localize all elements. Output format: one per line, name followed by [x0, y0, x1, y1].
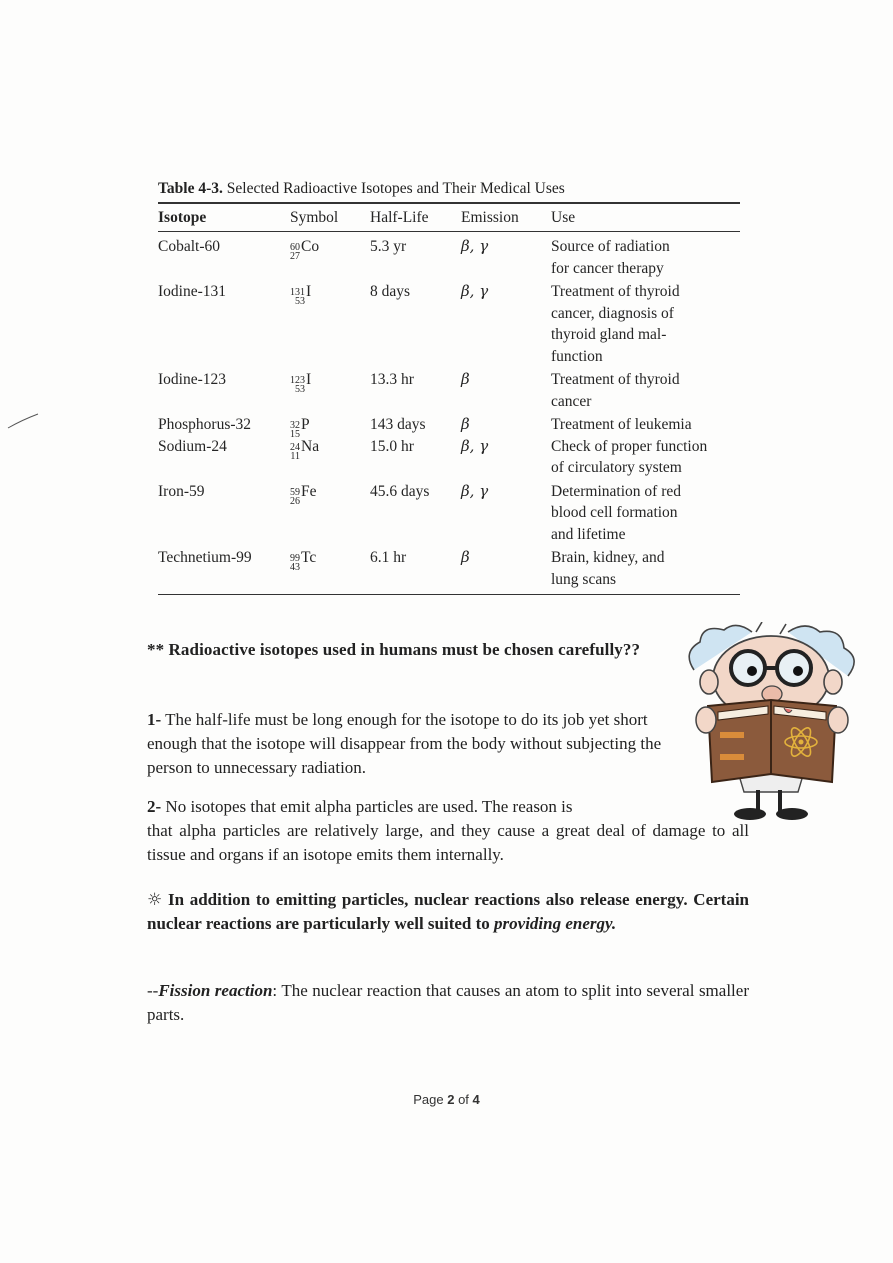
- use-line: lung scans: [551, 570, 617, 588]
- medical-use: [551, 369, 741, 412]
- medical-use: [551, 436, 741, 479]
- half-life: 6.1 hr: [370, 549, 407, 566]
- emission: β, γ: [461, 436, 489, 455]
- use-line: Check of proper function: [551, 437, 708, 455]
- isotope-name: Iron-59: [158, 482, 205, 500]
- use-line: and lifetime: [551, 525, 626, 543]
- mass-number: 123: [290, 375, 305, 386]
- use-line: thyroid gland mal-: [551, 326, 667, 343]
- table-caption-text: Selected Radioactive Isotopes and Their Medical Uses: [226, 180, 565, 197]
- use-line: Source of radiation: [551, 238, 670, 255]
- use-line: cancer: [551, 392, 592, 410]
- emission: β, γ: [461, 481, 489, 500]
- atomic-number: 43: [290, 562, 300, 573]
- element-symbol: P: [301, 416, 310, 433]
- isotopes-table: [158, 180, 740, 595]
- mass-number: 131: [290, 287, 305, 298]
- medical-use: [551, 547, 741, 590]
- isotope-name: Iodine-131: [158, 283, 227, 300]
- table-row: [158, 414, 740, 440]
- medical-use: [551, 481, 741, 546]
- isotope-name: Sodium-24: [158, 437, 227, 455]
- element-symbol: Tc: [301, 549, 317, 566]
- use-line: Treatment of leukemia: [551, 416, 692, 433]
- emission: β, γ: [461, 282, 489, 300]
- point-1: [147, 708, 672, 780]
- isotope-symbol: [290, 481, 365, 507]
- page-footer: [0, 1092, 893, 1107]
- use-line: blood cell formation: [551, 504, 678, 521]
- use-line: of circulatory system: [551, 459, 682, 476]
- element-symbol: Fe: [301, 482, 317, 500]
- point-2-line1: No isotopes that emit alpha particles are used. The reason is: [165, 797, 573, 816]
- scan-mark: [0, 400, 40, 440]
- use-line: Treatment of thyroid: [551, 283, 680, 300]
- isotope-symbol: [290, 436, 365, 462]
- fission-paragraph: [147, 979, 749, 1027]
- footer-current-page: 2: [447, 1092, 455, 1107]
- atomic-number: 27: [290, 251, 300, 262]
- footer-page-word: Page: [413, 1092, 444, 1107]
- isotope-symbol: [290, 369, 365, 395]
- header-half-life: Half-Life: [370, 209, 429, 226]
- point-2: [147, 795, 749, 867]
- atomic-number: 15: [290, 429, 300, 440]
- element-symbol: I: [306, 283, 312, 300]
- table-caption-label: Table 4-3.: [158, 180, 223, 197]
- point-1-text: The half-life must be long enough for the isotope to do its job yet short enough that the isotope will disappear from the body without subjecting the person to unnecessary radiation.: [147, 710, 662, 777]
- isotope-name: Phosphorus-32: [158, 416, 252, 433]
- question-heading: ** Radioactive isotopes used in humans must be chosen carefully??: [147, 640, 641, 659]
- element-symbol: I: [306, 371, 312, 388]
- half-life: 143 days: [370, 416, 426, 433]
- half-life: 45.6 days: [370, 482, 430, 500]
- table-row: [158, 547, 740, 590]
- header-use: Use: [551, 209, 576, 226]
- element-symbol: Na: [301, 437, 320, 455]
- fission-term: Fission reaction: [158, 981, 273, 1000]
- table-row: [158, 481, 740, 548]
- header-isotope: Isotope: [158, 209, 207, 226]
- table-body: [158, 232, 740, 590]
- isotope-name: Technetium-99: [158, 549, 252, 566]
- atomic-number: 11: [290, 450, 300, 462]
- energy-italic-end: providing energy.: [494, 914, 617, 933]
- mass-number: 99: [290, 553, 300, 564]
- header-symbol: Symbol: [290, 209, 339, 226]
- table-row: [158, 236, 740, 281]
- isotope-symbol: [290, 547, 365, 573]
- point-2-number: 2-: [147, 797, 162, 816]
- use-line: function: [551, 347, 603, 365]
- emission: β: [461, 548, 470, 566]
- energy-text: In addition to emitting particles, nuclear reactions also release energy. Certain nuclear reactions are particularly well suited to: [147, 890, 750, 933]
- half-life: 8 days: [370, 283, 411, 300]
- emission: β: [461, 370, 470, 388]
- professor-reading-book-illustration: [676, 622, 866, 822]
- mass-number: 60: [290, 242, 300, 253]
- medical-use: [551, 236, 741, 279]
- medical-use: [551, 414, 741, 436]
- use-line: Treatment of thyroid: [551, 371, 680, 388]
- header-emission: Emission: [461, 209, 519, 226]
- fission-definition: : The nuclear reaction that causes an atom to split into several smaller parts.: [147, 981, 749, 1024]
- isotope-symbol: [290, 236, 365, 262]
- energy-paragraph: [147, 888, 749, 936]
- element-symbol: Co: [301, 238, 320, 255]
- use-line: Brain, kidney, and: [551, 549, 665, 566]
- half-life: 15.0 hr: [370, 437, 414, 455]
- point-1-number: 1-: [147, 710, 162, 729]
- sun-icon: ☼: [147, 890, 163, 910]
- atomic-number: 53: [295, 384, 305, 395]
- medical-use: [551, 281, 741, 367]
- use-line: for cancer therapy: [551, 259, 664, 277]
- table-row: [158, 281, 740, 369]
- mass-number: 32: [290, 420, 300, 431]
- isotope-name: Iodine-123: [158, 371, 227, 388]
- atomic-number: 53: [295, 296, 305, 307]
- isotope-symbol: [290, 281, 365, 307]
- fission-prefix: --: [147, 981, 159, 1000]
- atomic-number: 26: [290, 495, 300, 507]
- mass-number: 59: [290, 486, 300, 498]
- isotope-name: Cobalt-60: [158, 238, 220, 255]
- table-row: [158, 436, 740, 481]
- table-bottom-rule: [158, 594, 740, 595]
- use-line: cancer, diagnosis of: [551, 304, 674, 322]
- use-line: Determination of red: [551, 482, 681, 500]
- footer-of-word: of: [458, 1092, 469, 1107]
- half-life: 5.3 yr: [370, 238, 407, 255]
- table-row: [158, 369, 740, 414]
- footer-total-pages: 4: [472, 1092, 480, 1107]
- table-caption: [158, 180, 740, 198]
- emission: β, γ: [461, 237, 489, 255]
- point-2-rest: that alpha particles are relatively large, and they cause a great deal of damage to all tissue and organs if an isotope emits them internally.: [147, 821, 749, 864]
- half-life: 13.3 hr: [370, 371, 414, 388]
- table-header-row: [158, 204, 740, 231]
- mass-number: 24: [290, 441, 300, 453]
- emission: β: [461, 415, 470, 433]
